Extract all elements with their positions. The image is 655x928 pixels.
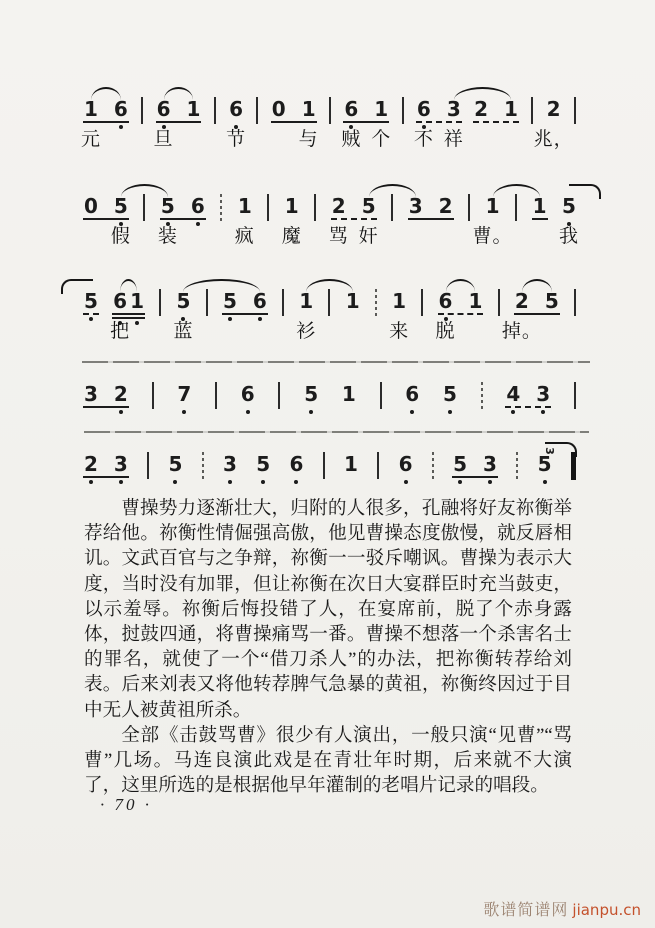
note-group (443, 384, 457, 404)
note-group (84, 384, 128, 404)
barline (516, 452, 518, 479)
note-group (84, 194, 131, 247)
barline (375, 289, 377, 316)
low-octave-dot (488, 480, 492, 484)
note-group (405, 384, 419, 404)
duration-underline (514, 313, 560, 315)
note-group (413, 97, 464, 150)
lyric-syllable: 与 (298, 129, 319, 150)
barline (220, 194, 222, 221)
note-group (168, 454, 182, 474)
note-digit: 6 (241, 384, 255, 404)
duration-underline (473, 121, 519, 123)
barline (141, 97, 143, 124)
note-digit: 1 (344, 452, 358, 476)
duration-underline (112, 313, 145, 315)
lyric-syllable: 蓝 (173, 321, 194, 342)
duration-underline (83, 218, 129, 220)
lyric-syllable: 兆， (533, 129, 574, 150)
note-group (110, 289, 145, 342)
note-group (304, 384, 318, 404)
duration-underline (83, 121, 129, 123)
lyric-syllable: 疯 (234, 226, 255, 247)
note-digit: 2 骂 (328, 194, 349, 247)
barline (278, 382, 280, 409)
duration-underline (156, 121, 202, 123)
note-group (281, 194, 302, 247)
low-octave-dot (309, 410, 313, 414)
low-octave-dot (119, 125, 123, 129)
slur-arc (183, 279, 259, 292)
note-group (296, 289, 317, 342)
note-group (223, 291, 267, 311)
duration-underline (416, 121, 462, 123)
low-octave-dot (404, 480, 408, 484)
note-digit: 3 (223, 454, 237, 474)
low-octave-dot (448, 410, 452, 414)
note-digit: 1 (345, 289, 360, 313)
note-group (177, 384, 191, 404)
lyric-syllable: 骂 (328, 226, 349, 247)
barline (256, 97, 258, 124)
note-digit: 2 兆， (533, 97, 574, 150)
low-octave-dot (543, 480, 547, 484)
low-octave-dot (196, 222, 200, 226)
barline (267, 194, 269, 221)
paragraph-performance-note: 全部《击鼓骂曹》很少有人演出，一般只演“见曹”“骂曹”几场。马连良演此戏是在青壮年时期，后来就不大演了，这里所选的是根据他早年灌制的老唱片记录的唱段。 (84, 724, 572, 797)
note-group (289, 454, 303, 474)
lyric-syllable: 脱 (435, 321, 456, 342)
lyric-syllable: 衫 (296, 321, 317, 342)
low-octave-dot (541, 410, 545, 414)
note-digit: 5 装 (157, 194, 178, 247)
low-octave-dot (258, 317, 262, 321)
note-group (223, 454, 237, 474)
low-octave-dot (173, 480, 177, 484)
note-digit: 1 (468, 289, 483, 313)
note-digit: 5 (453, 454, 467, 474)
barline (328, 289, 330, 316)
note-digit: 6 不 (413, 97, 434, 150)
barline (574, 382, 576, 409)
barline (314, 194, 316, 221)
low-octave-dot (119, 410, 123, 414)
note-group (241, 384, 255, 404)
note-digit: 1 (341, 382, 356, 406)
low-octave-dot (228, 317, 232, 321)
low-octave-dot (261, 480, 265, 484)
lyric-syllable: 装 (157, 226, 178, 247)
lyric-syllable: 我 (558, 226, 579, 247)
note-digit: 5 (168, 454, 182, 474)
note-digit: 1 (504, 97, 518, 121)
duration-underline (271, 121, 317, 123)
note-group (472, 194, 513, 247)
note-digit: 3 (536, 384, 550, 404)
slur-arc (91, 87, 121, 100)
note-digit: 1 元 (80, 97, 101, 150)
note-group (501, 289, 559, 342)
note-digit: 3 (483, 454, 497, 474)
note-group (80, 97, 128, 150)
barline (159, 289, 161, 316)
duration-underline (83, 313, 99, 315)
tuplet-number: 3 (543, 447, 557, 455)
note-group (271, 97, 319, 150)
barline (215, 382, 217, 409)
low-octave-dot (228, 480, 232, 484)
note-digit: 1 曹。 (472, 194, 513, 247)
note-group (153, 97, 201, 150)
note-digit: 6 旦 (153, 97, 174, 150)
note-digit: 3 祥 (443, 97, 464, 150)
low-octave-dot (89, 317, 93, 321)
barline (323, 452, 325, 479)
note-digit: 1 与 (298, 97, 319, 150)
note-digit: 2 (84, 454, 98, 474)
barline (574, 97, 576, 124)
note-group (558, 194, 579, 247)
note-digit: 5 假 (110, 194, 131, 247)
slur-arc (164, 87, 194, 100)
note-digit: 6 (289, 454, 303, 474)
note-digit: 6 贼 (341, 97, 362, 150)
note-group (399, 454, 413, 474)
note-digit: 6 (191, 196, 205, 216)
note-digit: 6 脱 (435, 289, 456, 342)
barline (468, 194, 470, 221)
slur-arc (493, 184, 540, 197)
note-group (533, 196, 547, 216)
note-group (341, 97, 392, 150)
lyric-syllable: 掉。 (501, 321, 542, 342)
note-group (435, 289, 483, 342)
barline (214, 97, 216, 124)
low-octave-dot (246, 410, 250, 414)
note-group (234, 194, 255, 247)
slur-arc (446, 279, 476, 292)
slur-arc (522, 279, 552, 292)
lyric-syllable: 旦 (153, 129, 174, 150)
low-octave-dot (294, 480, 298, 484)
note-digit: 1 (130, 291, 144, 311)
note-group (84, 454, 128, 474)
note-digit: 1 魔 (281, 194, 302, 247)
low-octave-dot (458, 480, 462, 484)
lyric-syllable: 元 (80, 129, 101, 150)
barline (391, 194, 393, 221)
note-digit: 6 (405, 384, 419, 404)
music-line-1 (80, 86, 576, 152)
note-digit: 5 蓝 (173, 289, 194, 342)
note-digit: 2 (438, 194, 453, 218)
note-digit: 3 (114, 454, 128, 474)
duration-underline (83, 476, 129, 478)
watermark-url: jianpu.cn (572, 901, 641, 919)
note-digit: 5 (223, 291, 237, 311)
music-line-2 (84, 183, 579, 249)
note-digit: 1 (186, 97, 201, 121)
duration-underline (112, 317, 145, 319)
music-line-4 (84, 371, 576, 419)
note-group (389, 289, 410, 342)
low-octave-dot (182, 410, 186, 414)
note-group (533, 97, 574, 150)
note-digit: 6 (253, 291, 267, 311)
note-group (226, 97, 247, 150)
barline (147, 452, 149, 479)
duration-underline (160, 218, 206, 220)
watermark (483, 897, 641, 920)
lyric-syllable: 曹。 (472, 226, 513, 247)
duration-underline (532, 218, 548, 220)
barline (152, 382, 154, 409)
page-number: · 70 · (100, 795, 152, 814)
barline (481, 382, 483, 409)
notes-row (84, 371, 576, 409)
note-digit: 5 (443, 384, 457, 404)
note-group (173, 289, 194, 342)
note-digit: 5 我 (558, 194, 579, 247)
barline (402, 97, 404, 124)
duration-underline (343, 121, 389, 123)
barline (380, 382, 382, 409)
lyric-syllable: 来 (389, 321, 410, 342)
slur-arc (120, 279, 137, 292)
music-line-3 (84, 278, 576, 344)
note-digit: 3 (408, 194, 423, 218)
paragraph-cao-cao-story: 曹操势力逐渐壮大，归附的人很多，孔融将好友祢衡举荐给他。祢衡性情倔强高傲，他见曹操态度傲慢，就反唇相讥。文武百官与之争辩，祢衡一一驳斥嘲讽。曹操为表示大度，当时没有加罪，但让祢衡在次日大宴群臣时充当鼓吏，以示羞辱。祢衡后悔投错了人，在宴席前，脱了个赤身露体，挝鼓四通，将曹操痛骂一番。曹操不想落一个杀害名士的罪名，就使了一个“借刀杀人”的办法，把祢衡转荐给刘表。后来刘表又将他转荐脾气急暴的黄祖，祢衡终因过于目中无人被黄祖所杀。 (84, 498, 572, 721)
barline (329, 97, 331, 124)
note-group (84, 291, 98, 311)
note-digit: 6 (114, 99, 128, 119)
notes-row (84, 441, 576, 480)
barline (143, 194, 145, 221)
barline (377, 452, 379, 479)
duration-underline (452, 476, 498, 478)
barline (202, 452, 204, 479)
note-group (256, 454, 270, 474)
note-group (453, 454, 497, 474)
low-octave-dot (89, 480, 93, 484)
lyric-syllable: 魔 (281, 226, 302, 247)
low-octave-dot (410, 410, 414, 414)
barline (421, 289, 423, 316)
duration-underline (83, 406, 129, 408)
note-digit: 5 奸 (358, 194, 379, 247)
note-group (506, 384, 550, 404)
tie-hook (569, 184, 601, 199)
note-group (344, 454, 358, 474)
lyric-syllable: 把 (110, 321, 131, 342)
tie-hook (61, 279, 93, 294)
lyric-syllable: 祥 (443, 129, 464, 150)
note-digit: 5 (544, 289, 559, 313)
note-group (537, 447, 557, 476)
lyric-syllable: 贼 (341, 129, 362, 150)
note-digit: 2 掉。 (501, 289, 542, 342)
low-octave-dot (135, 321, 139, 325)
duration-underline (438, 313, 484, 315)
duration-underline (505, 406, 551, 408)
notes-row (84, 278, 576, 342)
barline (498, 289, 500, 316)
slur-arc (306, 279, 352, 292)
lyric-syllable: 奸 (358, 226, 379, 247)
note-group (409, 196, 453, 216)
slur-arc (454, 87, 511, 100)
lyric-syllable: 不 (413, 129, 434, 150)
section-divider (82, 361, 590, 363)
note-digit: 7 (177, 384, 191, 404)
tie-hook (545, 442, 577, 457)
commentary-text (84, 496, 572, 798)
notes-row (84, 183, 579, 247)
note-digit: 2 (114, 384, 128, 404)
barline (531, 97, 533, 124)
barline (515, 194, 517, 221)
music-line-5 (84, 441, 576, 489)
slur-arc (121, 184, 168, 197)
low-octave-dot (119, 480, 123, 484)
note-digit: 1 来 (389, 289, 410, 342)
note-digit: 6 (399, 454, 413, 474)
note-digit: 1 个 (371, 97, 392, 150)
note-digit: 1 疯 (234, 194, 255, 247)
duration-underline (222, 313, 268, 315)
note-group (328, 194, 379, 247)
note-digit: 5 3 (538, 454, 552, 474)
lyric-syllable: 假 (110, 226, 131, 247)
note-digit: 6 把 (110, 289, 131, 342)
barline (432, 452, 434, 479)
note-digit: 5 (304, 384, 318, 404)
note-digit: 5 (84, 291, 98, 311)
note-digit: 3 (84, 382, 98, 406)
note-digit: 1 衫 (296, 289, 317, 342)
lyric-syllable: 节 (226, 129, 247, 150)
barline (206, 289, 208, 316)
note-group (346, 291, 360, 311)
low-octave-dot (511, 410, 515, 414)
duration-underline (331, 218, 377, 220)
notes-row (80, 86, 576, 150)
watermark-site-name: 歌谱简谱网 (483, 902, 569, 919)
note-digit: 0 (84, 194, 98, 218)
note-digit: 2 (474, 97, 489, 121)
note-digit: 4 (506, 384, 520, 404)
barline (574, 289, 576, 316)
section-divider (84, 431, 589, 433)
note-group (157, 194, 205, 247)
duration-underline (408, 218, 454, 220)
note-digit: 5 (256, 454, 270, 474)
note-digit: 0 (271, 97, 286, 121)
barline (282, 289, 284, 316)
note-digit: 6 节 (226, 97, 247, 150)
slur-arc (369, 184, 416, 197)
note-digit: 1 (532, 194, 547, 218)
note-group (342, 384, 356, 404)
lyric-syllable: 个 (371, 129, 392, 150)
note-group (474, 99, 518, 119)
